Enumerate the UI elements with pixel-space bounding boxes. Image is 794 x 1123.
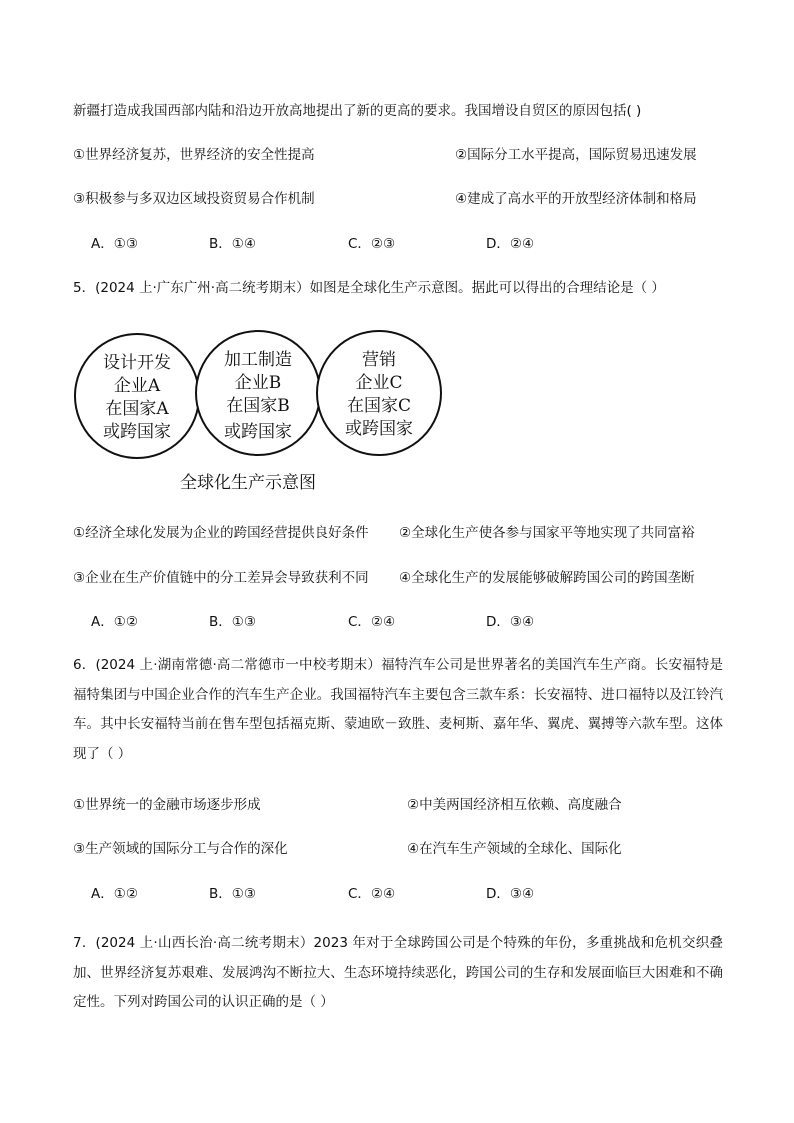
q6-stem: 6．(2024 上·湖南常德·高二常德市一中校考期末）福特汽车公司是世界著名的美国汽车生产商。长安福特是福特集团与中国企业合作的汽车生产企业。我国福特汽车主要包含三款车系：长安福特、进口福特以及江铃汽车。其中长安福特当前在售车型包括福克斯、蒙迪欧－致胜、麦柯斯、嘉年华、翼虎、翼搏等六款车型。这体现了（ ） xyxy=(73,657,723,762)
q6-choice-a: A．①② xyxy=(91,886,138,902)
globalization-diagram xyxy=(70,330,450,500)
circle-b-line-4: 或跨国家 xyxy=(224,422,292,442)
q6-option-3: ③生产领域的国际分工与合作的深化 xyxy=(73,841,288,857)
q5-option-1: ①经济全球化发展为企业的跨国经营提供良好条件 xyxy=(73,525,369,541)
q5-choice-c: C．②④ xyxy=(348,614,396,630)
q5-option-3: ③企业在生产价值链中的分工差异会导致获利不同 xyxy=(73,570,369,586)
circle-c-line-4: 或跨国家 xyxy=(345,419,413,439)
q5-stem: 5．(2024 上·广东广州·高二统考期末）如图是全球化生产示意图。据此可以得出的合理结论是（ ） xyxy=(73,280,665,296)
q4-option-4: ④建成了高水平的开放型经济体制和格局 xyxy=(455,191,697,207)
q5-choice-a: A．①② xyxy=(91,614,138,630)
q6-choice-b: B．①③ xyxy=(209,886,256,902)
circle-manufacture xyxy=(195,330,321,456)
circle-b-line-1: 加工制造 xyxy=(224,350,292,370)
circle-b-line-3: 在国家B xyxy=(226,396,290,416)
q7-stem: 7．(2024 上·山西长治·高二统考期末）2023 年对于全球跨国公司是个特殊的年份，多重挑战和危机交织叠加、世界经济复苏艰难、发展鸿沟不断拉大、生态环境持续恶化，跨国公司的生存和发展面临巨大困难和不确定性。下列对跨国公司的认识正确的是（ ） xyxy=(73,935,723,1010)
circle-c-line-2: 企业C xyxy=(355,373,403,393)
circle-c-line-3: 在国家C xyxy=(346,396,411,416)
diagram-caption: 全球化生产示意图 xyxy=(180,473,316,493)
circle-a-line-4: 或跨国家 xyxy=(103,422,171,442)
q5-option-4: ④全球化生产的发展能够破解跨国公司的跨国垄断 xyxy=(399,570,695,586)
q6-option-2: ②中美两国经济相互依赖、高度融合 xyxy=(407,797,622,813)
circle-a-line-3: 在国家A xyxy=(105,399,169,419)
q5-choice-d: D．③④ xyxy=(486,614,535,630)
q4-choice-b: B．①④ xyxy=(209,236,256,252)
q6-choice-c: C．②④ xyxy=(348,886,396,902)
circle-design xyxy=(74,333,200,459)
q4-stem-tail: 新疆打造成我国西部内陆和沿边开放高地提出了新的更高的要求。我国增设自贸区的原因包括( ) xyxy=(73,103,642,119)
q4-option-2: ②国际分工水平提高，国际贸易迅速发展 xyxy=(455,147,697,163)
q4-choice-a: A．①③ xyxy=(91,236,138,252)
circle-a-line-2: 企业A xyxy=(113,376,161,396)
q4-choice-c: C．②③ xyxy=(348,236,396,252)
q5-choice-b: B．①③ xyxy=(209,614,256,630)
circle-c-line-1: 营销 xyxy=(362,350,396,370)
q4-choice-d: D．②④ xyxy=(486,236,535,252)
circle-a-line-1: 设计开发 xyxy=(103,353,171,373)
q5-option-2: ②全球化生产使各参与国家平等地实现了共同富裕 xyxy=(399,525,695,541)
circle-b-line-2: 企业B xyxy=(234,373,282,393)
q6-option-4: ④在汽车生产领域的全球化、国际化 xyxy=(407,841,622,857)
q4-option-3: ③积极参与多双边区域投资贸易合作机制 xyxy=(73,191,315,207)
q6-choice-d: D．③④ xyxy=(486,886,535,902)
circle-marketing xyxy=(316,330,442,456)
q4-option-1: ①世界经济复苏，世界经济的安全性提高 xyxy=(73,147,315,163)
q6-option-1: ①世界统一的金融市场逐步形成 xyxy=(73,797,261,813)
